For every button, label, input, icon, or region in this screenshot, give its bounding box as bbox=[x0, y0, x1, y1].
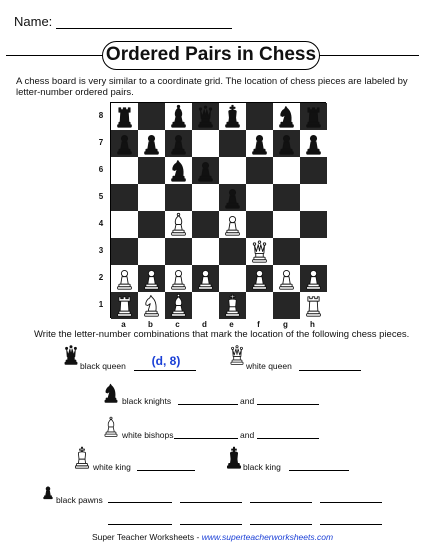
black-knight-icon bbox=[274, 104, 301, 131]
square-f6 bbox=[246, 157, 273, 184]
white-pawn-icon bbox=[166, 266, 193, 293]
square-g5 bbox=[273, 184, 300, 211]
rank-label: 3 bbox=[98, 246, 104, 255]
white-pawn-icon bbox=[112, 266, 139, 293]
black-rook-icon bbox=[112, 104, 139, 131]
black-pawn-icon bbox=[220, 185, 247, 212]
square-e3 bbox=[219, 238, 246, 265]
white-king-blank[interactable] bbox=[137, 470, 195, 471]
white-pawn-icon bbox=[193, 266, 220, 293]
black-queen-blank[interactable] bbox=[134, 370, 196, 371]
square-d1 bbox=[192, 292, 219, 319]
rank-label: 6 bbox=[98, 165, 104, 174]
black-king-label: black king bbox=[243, 462, 281, 472]
square-h4 bbox=[300, 211, 327, 238]
square-b6 bbox=[138, 157, 165, 184]
file-label: b bbox=[148, 320, 153, 329]
square-e6 bbox=[219, 157, 246, 184]
white-bishop-icon bbox=[166, 293, 193, 320]
black-king-blank[interactable] bbox=[289, 470, 349, 471]
square-b4 bbox=[138, 211, 165, 238]
square-g6 bbox=[273, 157, 300, 184]
black-king-icon bbox=[220, 104, 247, 131]
white-bishop-icon bbox=[166, 212, 193, 239]
square-f1 bbox=[246, 292, 273, 319]
intro-text: A chess board is very similar to a coordinate grid. The location of chess pieces are labeled by letter-number ordered pairs. bbox=[16, 76, 408, 98]
white-king-label: white king bbox=[93, 462, 131, 472]
white-pawn-icon bbox=[139, 266, 166, 293]
black-rook-icon bbox=[301, 104, 328, 131]
black-queen-icon bbox=[193, 104, 220, 131]
black-bishop-icon bbox=[166, 104, 193, 131]
white-bishops-blank-2[interactable] bbox=[257, 438, 319, 439]
file-label: f bbox=[257, 320, 260, 329]
title-rule-right bbox=[314, 55, 419, 56]
white-pawn-icon bbox=[247, 266, 274, 293]
instructions-text: Write the letter-number combinations that mark the location of the following chess pieces. bbox=[34, 329, 410, 340]
square-g4 bbox=[273, 211, 300, 238]
title-banner bbox=[0, 41, 425, 71]
white-pawn-icon bbox=[220, 212, 247, 239]
white-king-icon bbox=[70, 446, 94, 475]
file-label: a bbox=[121, 320, 126, 329]
black-queen-answer: (d, 8) bbox=[151, 354, 181, 368]
name-label: Name: bbox=[14, 14, 53, 29]
file-label: c bbox=[175, 320, 180, 329]
black-pawn-icon bbox=[193, 158, 220, 185]
rank-label: 5 bbox=[98, 192, 104, 201]
square-g1 bbox=[273, 292, 300, 319]
square-g3 bbox=[273, 238, 300, 265]
black-pawns-blank-3[interactable] bbox=[250, 502, 312, 503]
black-pawn-icon bbox=[301, 131, 328, 158]
black-pawns-blank-8[interactable] bbox=[320, 524, 382, 525]
name-input-line[interactable] bbox=[56, 28, 232, 29]
white-rook-icon bbox=[112, 293, 139, 320]
square-b3 bbox=[138, 238, 165, 265]
black-pawn-icon bbox=[40, 484, 56, 505]
black-queen-label: black queen bbox=[80, 361, 126, 371]
rank-label: 4 bbox=[98, 219, 104, 228]
square-a6 bbox=[111, 157, 138, 184]
white-queen-icon bbox=[247, 239, 274, 266]
file-label: d bbox=[202, 320, 207, 329]
black-knights-blank-1[interactable] bbox=[178, 404, 238, 405]
black-pawns-blank-5[interactable] bbox=[108, 524, 172, 525]
white-queen-blank[interactable] bbox=[299, 370, 361, 371]
rank-label: 8 bbox=[98, 111, 104, 120]
black-pawns-blank-2[interactable] bbox=[180, 502, 242, 503]
black-pawn-icon bbox=[112, 131, 139, 158]
rank-label: 1 bbox=[98, 300, 104, 309]
square-a4 bbox=[111, 211, 138, 238]
black-pawns-blank-1[interactable] bbox=[108, 502, 172, 503]
file-label: h bbox=[310, 320, 315, 329]
square-f5 bbox=[246, 184, 273, 211]
black-pawn-icon bbox=[166, 131, 193, 158]
square-a3 bbox=[111, 238, 138, 265]
square-h6 bbox=[300, 157, 327, 184]
square-f4 bbox=[246, 211, 273, 238]
square-b5 bbox=[138, 184, 165, 211]
rank-label: 7 bbox=[98, 138, 104, 147]
square-c5 bbox=[165, 184, 192, 211]
square-b8 bbox=[138, 103, 165, 130]
black-knights-and: and bbox=[240, 396, 255, 406]
rank-label: 2 bbox=[98, 273, 104, 282]
file-label: g bbox=[283, 320, 288, 329]
white-knight-icon bbox=[139, 293, 166, 320]
square-f8 bbox=[246, 103, 273, 130]
title-rule-left bbox=[6, 55, 108, 56]
square-h5 bbox=[300, 184, 327, 211]
white-rook-icon bbox=[301, 293, 328, 320]
square-e7 bbox=[219, 130, 246, 157]
square-d3 bbox=[192, 238, 219, 265]
black-pawns-blank-7[interactable] bbox=[250, 524, 312, 525]
square-h3 bbox=[300, 238, 327, 265]
black-queen-icon bbox=[60, 344, 82, 371]
file-label: e bbox=[229, 320, 234, 329]
square-d4 bbox=[192, 211, 219, 238]
page-title: Ordered Pairs in Chess bbox=[102, 41, 320, 70]
black-pawn-icon bbox=[247, 131, 274, 158]
square-a5 bbox=[111, 184, 138, 211]
square-c3 bbox=[165, 238, 192, 265]
footer-link[interactable]: www.superteacherworksheets.com bbox=[201, 532, 334, 542]
white-queen-icon bbox=[226, 344, 248, 371]
white-king-icon bbox=[220, 293, 247, 320]
black-knight-icon bbox=[166, 158, 193, 185]
white-bishop-icon bbox=[100, 416, 122, 443]
black-knights-label: black knights bbox=[122, 396, 172, 406]
white-pawn-icon bbox=[274, 266, 301, 293]
black-pawn-icon bbox=[274, 131, 301, 158]
footer bbox=[0, 532, 425, 542]
black-pawns-blank-6[interactable] bbox=[180, 524, 242, 525]
square-e2 bbox=[219, 265, 246, 292]
black-pawn-icon bbox=[139, 131, 166, 158]
black-pawns-blank-4[interactable] bbox=[320, 502, 382, 503]
black-knights-blank-2[interactable] bbox=[257, 404, 319, 405]
white-bishops-and: and bbox=[240, 430, 255, 440]
square-d7 bbox=[192, 130, 219, 157]
white-bishops-blank-1[interactable] bbox=[174, 438, 238, 439]
black-pawns-label: black pawns bbox=[56, 495, 103, 505]
footer-text: Super Teacher Worksheets - bbox=[91, 532, 202, 542]
white-bishops-label: white bishops bbox=[122, 430, 174, 440]
black-knight-icon bbox=[100, 382, 122, 409]
white-pawn-icon bbox=[301, 266, 328, 293]
square-d5 bbox=[192, 184, 219, 211]
white-queen-label: white queen bbox=[246, 361, 292, 371]
chess-board bbox=[110, 102, 326, 318]
